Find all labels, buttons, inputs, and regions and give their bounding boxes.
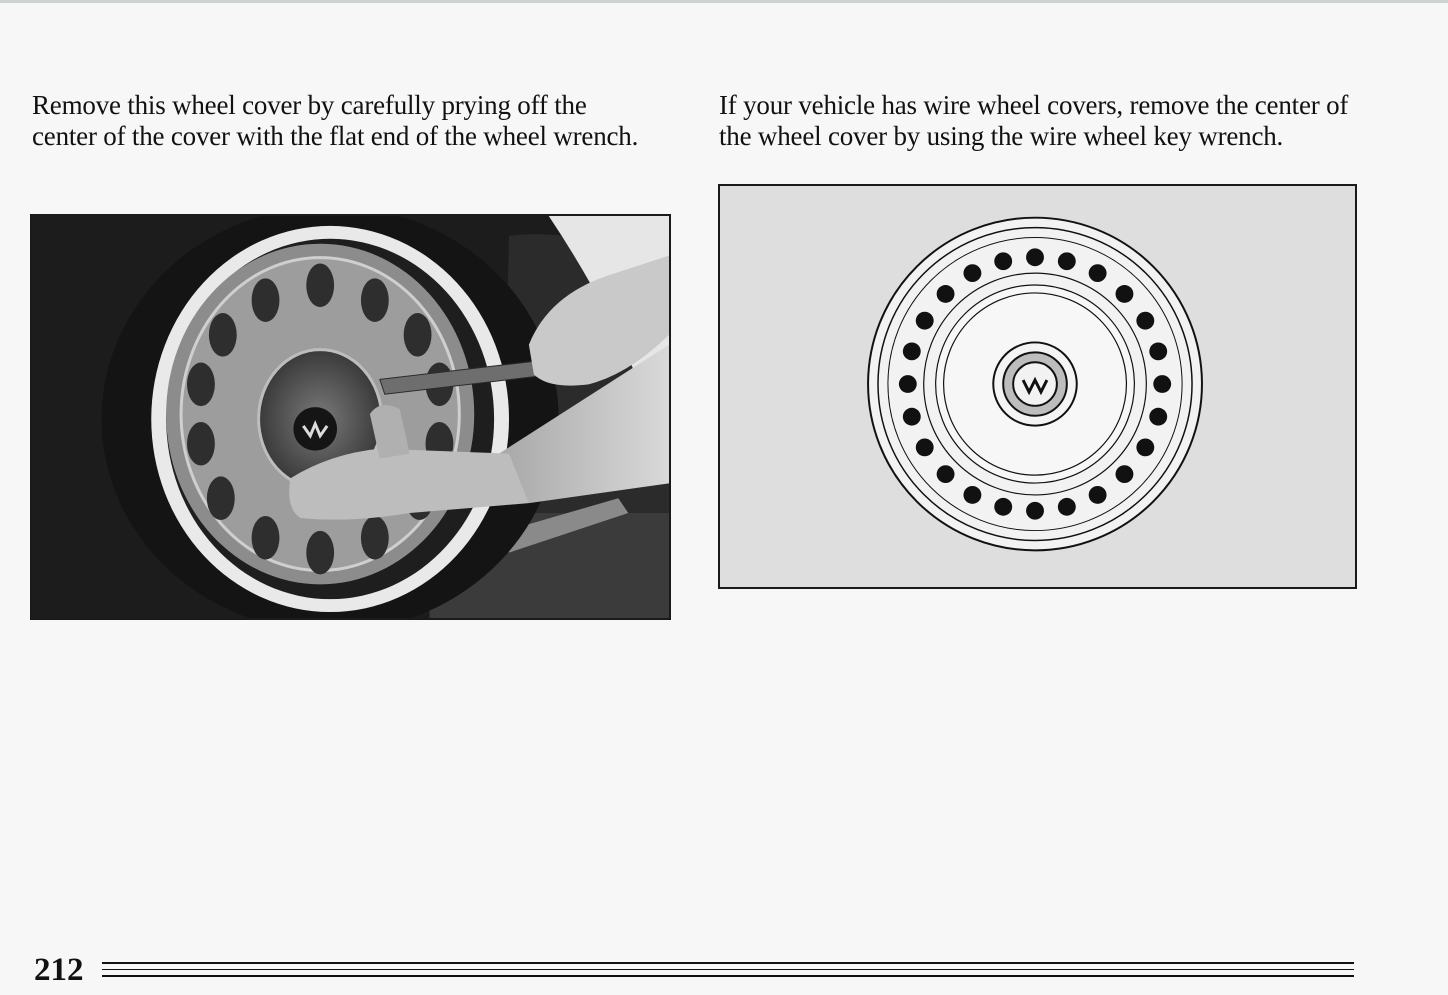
footer-rule (102, 969, 1354, 970)
page-number: 212 (34, 952, 84, 988)
footer-rule (102, 975, 1354, 977)
instruction-text-right: If your vehicle has wire wheel covers, remove the center of the wheel cover by using the wire wheel key wrench. (719, 90, 1349, 151)
wire-wheel-cover-drawing (720, 186, 1355, 587)
photo-prying-wheel-cover (30, 214, 671, 620)
illustration-wire-wheel-cover (718, 184, 1357, 589)
instruction-text-left: Remove this wheel cover by carefully prying off the center of the cover with the flat end of the wheel wrench. (32, 90, 639, 151)
footer-rule (102, 962, 1354, 964)
top-edge-rule (0, 0, 1448, 3)
wheel-cover-photo-illustration (32, 216, 669, 618)
page-footer (34, 950, 1354, 990)
